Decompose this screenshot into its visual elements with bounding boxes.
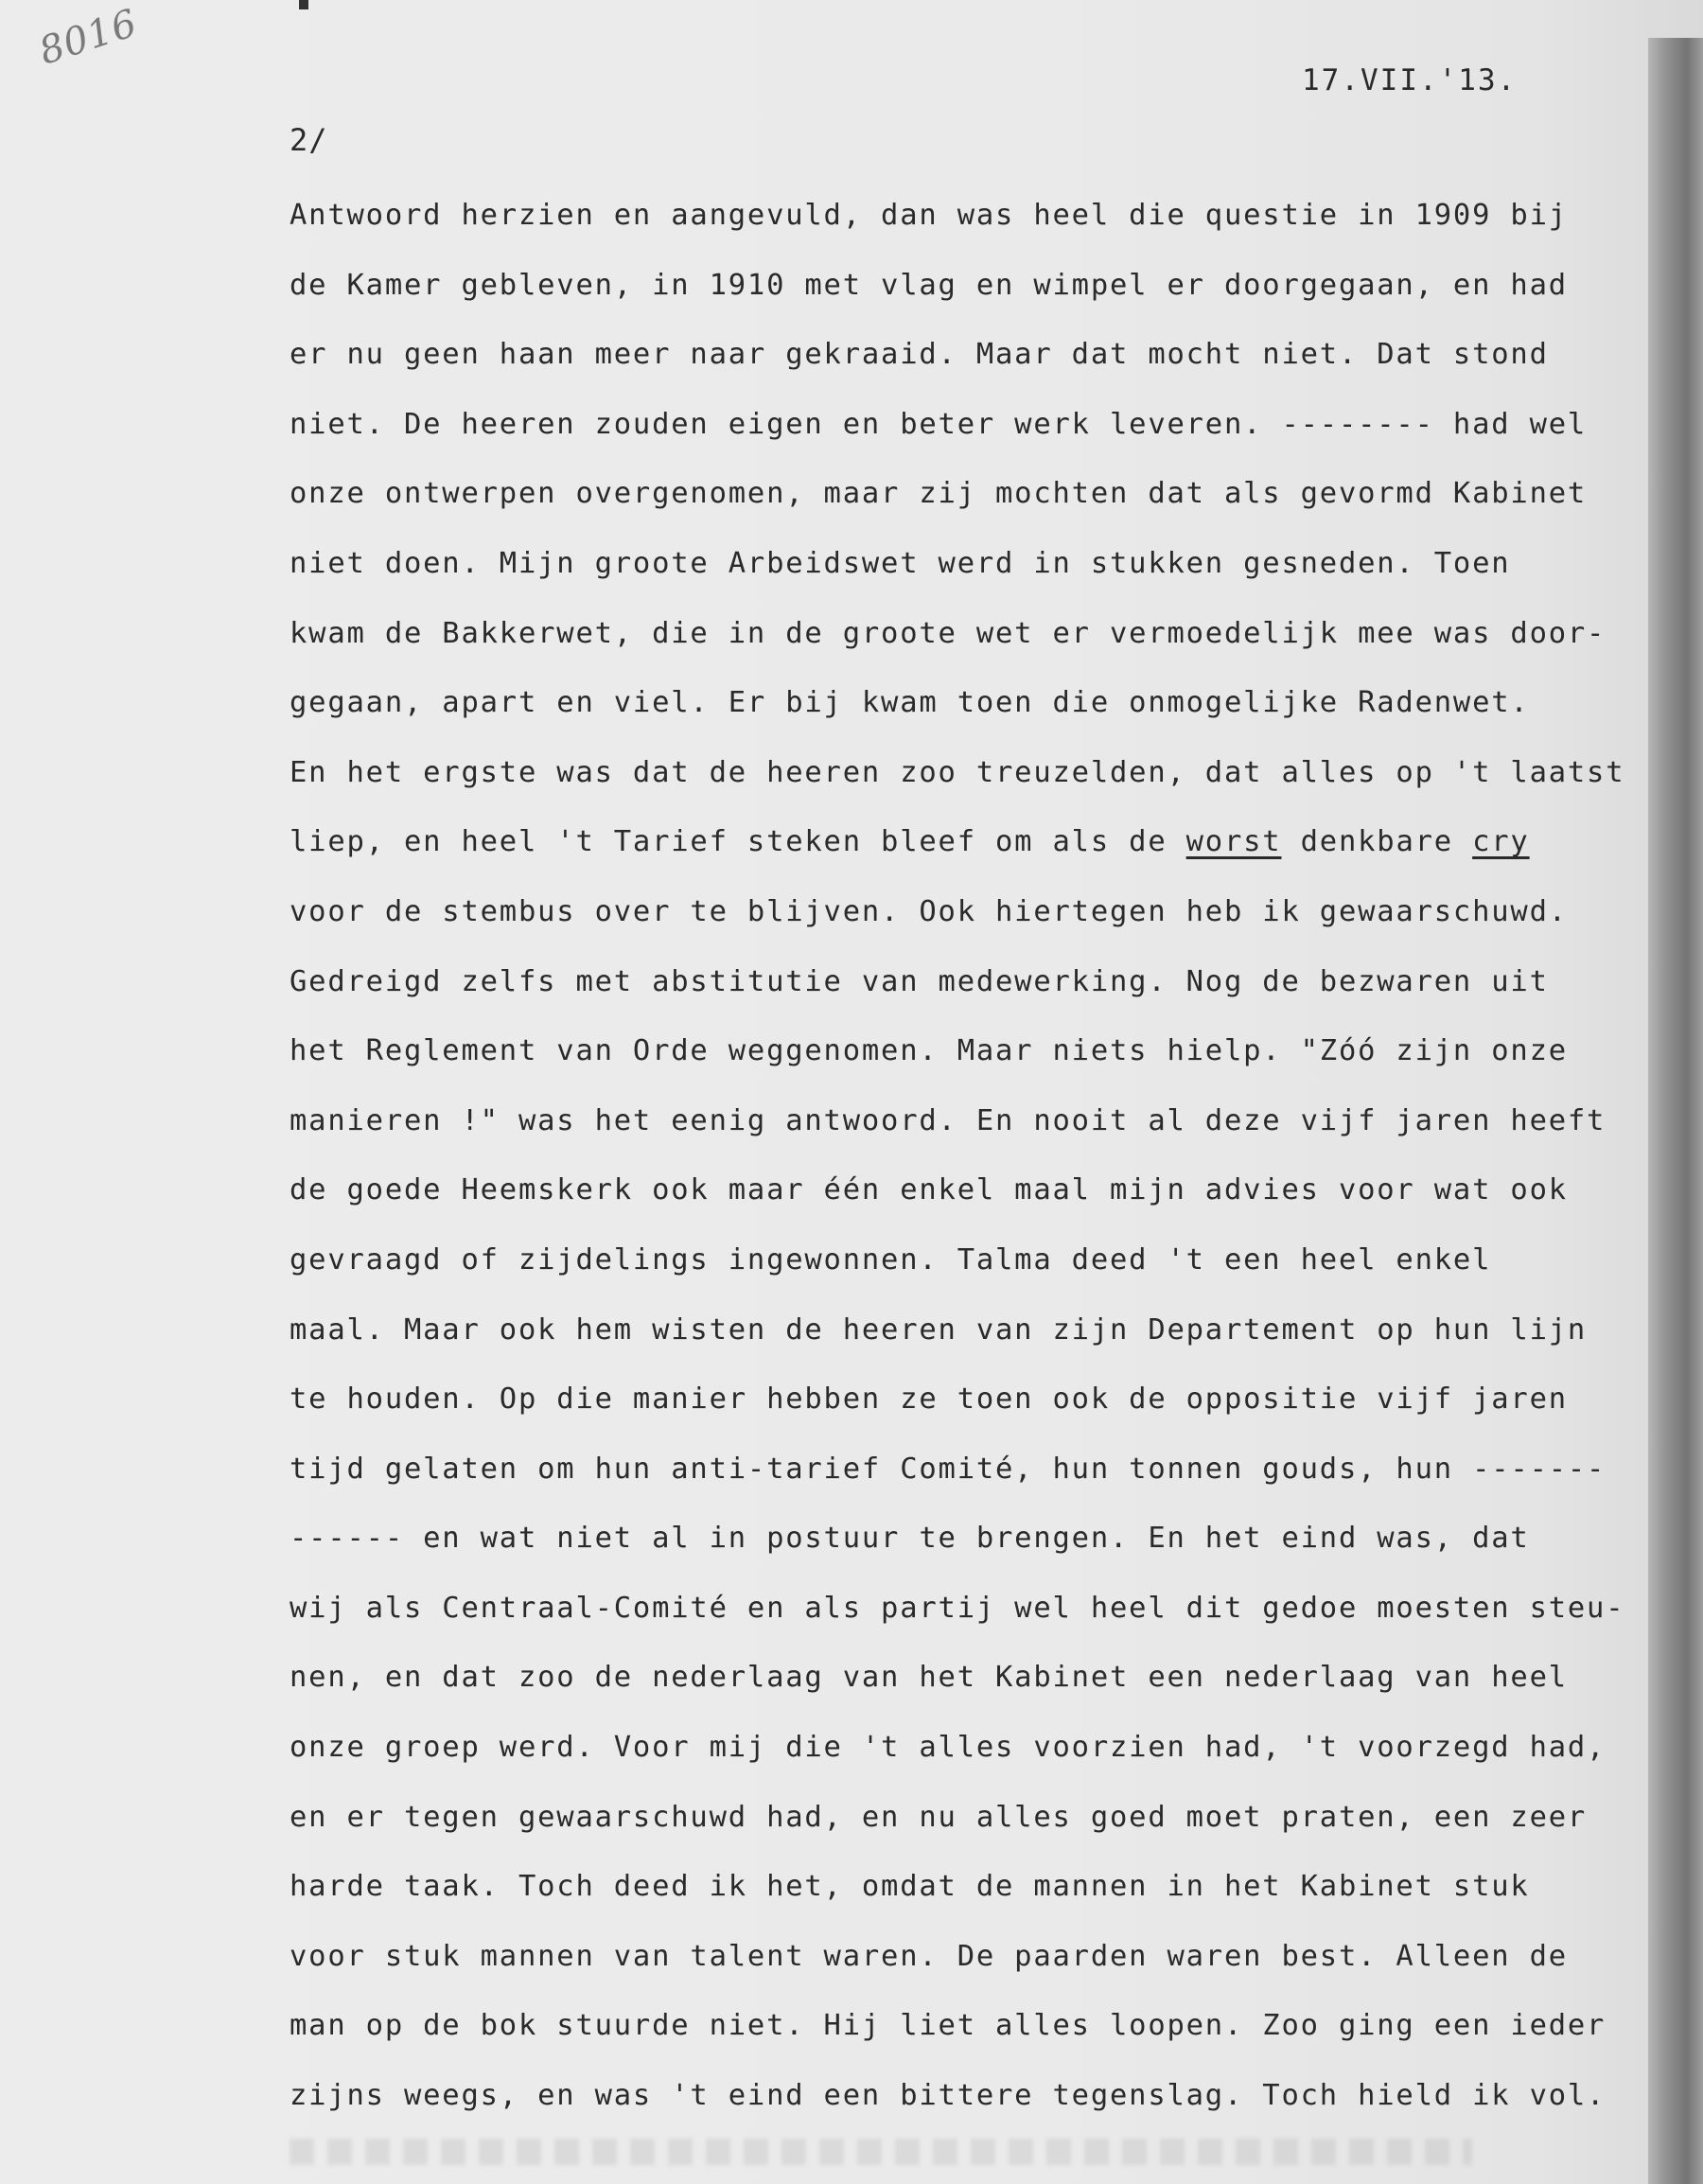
text-segment: gevraagd of zijdelings ingewonnen. Talma deed 't een heel enkel [290,1242,1492,1277]
text-line [290,1517,1680,1587]
text-segment: de Kamer gebleven, in 1910 met vlag en wimpel er doorgegaan, en had [290,268,1568,302]
underlined-word: cry [1472,825,1530,859]
text-segment: kwam de Bakkerwet, die in de groote wet er vermoedelijk mee was door- [290,616,1606,650]
underlined-word: worst [1185,825,1282,859]
text-segment: onze groep werd. Voor mij die 't alles voorzien had, 't voorzegd had, [290,1731,1606,1765]
text-segment: maal. Maar ook hem wisten de heeren van zijn Departement op hun lijn [290,1312,1588,1347]
text-line [290,1587,1680,1657]
text-segment: de goede Heemskerk ook maar één enkel maal mijn advies voor wat ook [290,1173,1568,1207]
text-line [290,264,1680,334]
text-line [290,1378,1680,1448]
text-segment: tijd gelaten om hun anti-tarief Comité, hun tonnen gouds, hun ------- [290,1452,1606,1486]
text-segment: niet. De heeren zouden eigen en beter werk leveren. -------- had wel [290,407,1588,441]
text-segment: onze ontwerpen overgenomen, maar zij mochten dat als gevormd Kabinet [290,477,1588,511]
typed-body-text [290,194,1680,2144]
text-segment: voor de stembus over te blijven. Ook hiertegen heb ik gewaarschuwd. [290,894,1568,928]
text-segment: nen, en dat zoo de nederlaag van het Kabinet een nederlaag van heel [290,1661,1568,1695]
faded-bottom-line [290,2139,1472,2165]
text-segment: gegaan, apart en viel. Er bij kwam toen die onmogelijke Radenwet. [290,686,1530,720]
text-line [290,403,1680,473]
text-line [290,2074,1680,2144]
text-segment: er nu geen haan meer naar gekraaid. Maar dat mocht niet. Dat stond [290,338,1549,372]
text-line [290,1726,1680,1796]
text-line [290,820,1680,890]
letter-date: 17.VII.'13. [1302,63,1518,97]
text-segment: wij als Centraal-Comité en als partij wel heel dit gedoe moesten steu- [290,1591,1625,1625]
top-punch-mark [299,0,308,9]
text-line [290,960,1680,1030]
text-segment: denkbare [1281,825,1473,859]
text-line [290,1309,1680,1379]
text-line [290,194,1680,264]
page-number: 2/ [290,122,328,158]
text-line [290,472,1680,542]
archive-number: 8016 [34,1,143,74]
text-line [290,1239,1680,1309]
text-segment: Antwoord herzien en aangevuld, dan was heel die questie in 1909 bij [290,199,1568,232]
text-line [290,890,1680,960]
text-line [290,612,1680,682]
text-segment: voor stuk mannen van talent waren. De paarden waren best. Alleen de [290,1939,1568,1973]
text-segment: liep, en heel 't Tarief steken bleef om als de [290,825,1186,859]
text-line [290,1030,1680,1100]
text-segment: het Reglement van Orde weggenomen. Maar niets hielp. "Zóó zijn onze [290,1034,1568,1068]
text-line [290,1448,1680,1518]
text-segment: Gedreigd zelfs met abstitutie van medewerking. Nog de bezwaren uit [290,964,1549,998]
text-line [290,751,1680,821]
text-line [290,1100,1680,1170]
text-segment: manieren !" was het eenig antwoord. En nooit al deze vijf jaren heeft [290,1103,1606,1137]
text-segment: En het ergste was dat de heeren zoo treuzelden, dat alles op 't laatst [290,755,1625,789]
text-segment: ------ en wat niet al in postuur te brengen. En het eind was, dat [290,1522,1530,1556]
text-line [290,2004,1680,2074]
text-segment: niet doen. Mijn groote Arbeidswet werd in stukken gesneden. Toen [290,546,1511,580]
text-line [290,1935,1680,2005]
text-line [290,333,1680,403]
text-line [290,542,1680,612]
text-line [290,681,1680,751]
text-line [290,1656,1680,1726]
text-line [290,1796,1680,1866]
text-line [290,1865,1680,1935]
text-segment: en er tegen gewaarschuwd had, en nu alles goed moet praten, een zeer [290,1800,1588,1834]
text-segment: zijns weegs, en was 't eind een bittere tegenslag. Toch hield ik vol. [290,2079,1606,2113]
text-segment: te houden. Op die manier hebben ze toen ook de oppositie vijf jaren [290,1383,1568,1417]
text-segment: harde taak. Toch deed ik het, omdat de mannen in het Kabinet stuk [290,1870,1530,1904]
text-segment: man op de bok stuurde niet. Hij liet alles loopen. Zoo ging een ieder [290,2009,1606,2043]
text-line [290,1169,1680,1239]
